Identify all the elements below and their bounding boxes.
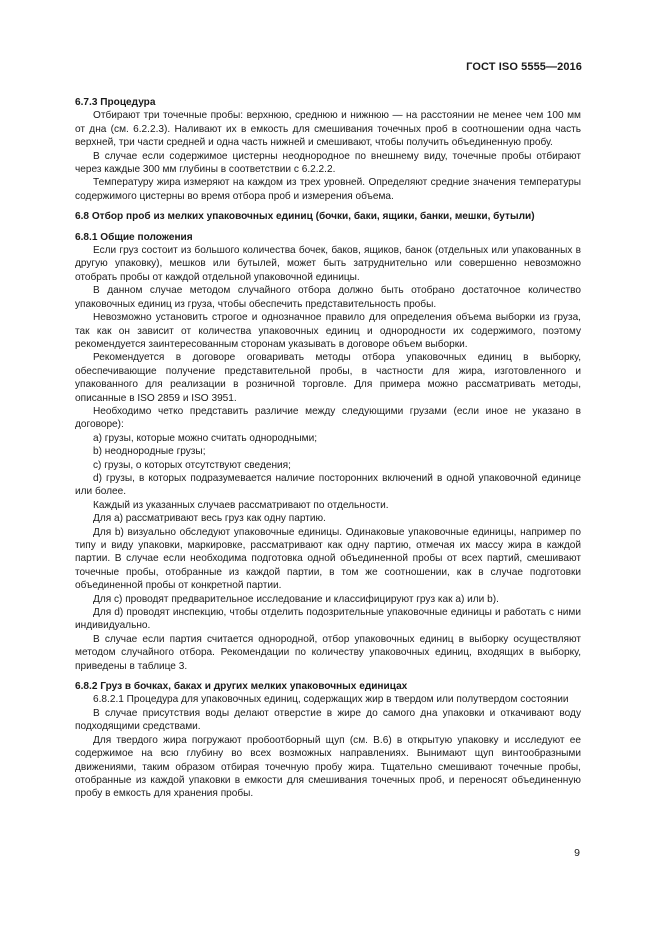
section-heading: 6.7.3 Процедура (75, 97, 156, 108)
paragraph: Температуру жира измеряют на каждом из трех уровней. Определяют средние значения температуры содержимого цистерны во время отбора проб и измерения объема. (75, 177, 581, 202)
paragraph: В случае если партия считается однородной, отбор упаковочных единиц в выборку осуществляют методом случайного отбора. Рекомендации по количеству упаковочных единиц, входящих в выборку, приведены в таблице 3. (75, 633, 581, 672)
paragraph: В данном случае методом случайного отбора должно быть отобрано достаточное количество упаковочных единиц из груза, чтобы обеспечить представительность пробы. (75, 285, 581, 310)
paragraph: Невозможно установить строгое и однозначное правило для определения объема выборки из груза, так как он зависит от количества упаковочных единиц и однородности их содержимого, поэтому рекомендуется заинтересованным сторонам указывать в договоре объем выборки. (75, 312, 581, 350)
paragraph: b) неоднородные грузы; (93, 446, 206, 458)
paragraph: c) грузы, о которых отсутствуют сведения; (93, 459, 291, 471)
paragraph: d) грузы, в которых подразумевается наличие посторонних включений в одной упаковочной единице или более. (75, 472, 581, 498)
page-number: 9 (574, 847, 580, 859)
paragraph: Для b) визуально обследуют упаковочные единицы. Одинаковые упаковочные единицы, например по типу и виду упаковки, маркировке, рассматривают как одну партию, отмечая их массу жира в каждой партии. В случае если необходима подготовка одной объединенной пробы от всех партий, смешивают точечные пробы, отобранные из каждой партии, в том же соотношении, как в случае подготовки объединенной пробы от конкретной партии. (75, 526, 581, 592)
paragraph: a) грузы, которые можно считать однородными; (93, 432, 318, 444)
paragraph: Необходимо четко представить различие между следующими грузами (если иное не указано в договоре): (75, 405, 581, 431)
paragraph: Если груз состоит из большого количества бочек, баков, ящиков, банок (отдельных или упакованных в другую упаковку), мешков или бутылей, может быть затруднительно или совершенно невозможно отобрать пробы от каждой отдельной упаковочной единицы. (75, 245, 581, 283)
paragraph: Каждый из указанных случаев рассматривают по отдельности. (93, 499, 389, 511)
paragraph: 6.8.2.1 Процедура для упаковочных единиц, содержащих жир в твердом или полутвердом состоянии (93, 694, 569, 706)
section-heading: 6.8.2 Груз в бочках, баках и других мелких упаковочных единицах (75, 681, 408, 693)
standard-designation: ГОСТ ISO 5555—2016 (466, 61, 582, 73)
paragraph: Рекомендуется в договоре оговаривать методы отбора упаковочных единиц в выборку, обеспечивающие получение представительной пробы, в частности для жира, изготовленного и упакованного для реализации в розничной торговле. Для примера можно рассматривать методы, описанные в ISO 2859 и ISO 3951. (75, 352, 581, 404)
paragraph: Отбирают три точечные пробы: верхнюю, среднюю и нижнюю — на расстоянии не менее чем 100 мм от дна (см. 6.2.2.3). Наливают их в емкость для смешивания точечных проб в соотношении одна часть верхней, три части средней и одна часть нижней и смешивают, чтобы получить объединенную пробу. (75, 110, 581, 149)
paragraph: Для с) проводят предварительное исследование и классифицируют груз как a) или b). (93, 593, 499, 605)
paragraph: Для твердого жира погружают пробоотборный щуп (см. В.6) в открытую упаковку и исследуют ее содержимое на всю глубину во всех возможных направлениях. Вынимают щуп винтообразными движениями, таким образом отбирая точечную пробу жира. Тщательно смешивают точечные пробы, отобранные из каждой упаковки в емкости для смешивания точечных проб, и переносят объединенную пробу в емкость для хранения пробы. (75, 734, 581, 800)
paragraph: В случае присутствия воды делают отверстие в жире до самого дна упаковки и откачивают воду подходящими средствами. (75, 707, 581, 733)
paragraph: Для а) рассматривают весь груз как одну партию. (93, 513, 326, 525)
paragraph: В случае если содержимое цистерны неоднородное по внешнему виду, точечные пробы отбирают через каждые 300 мм глубины в соответствии с 6.2.2.2. (75, 150, 581, 176)
page-body (75, 96, 581, 801)
paragraph: Для d) проводят инспекцию, чтобы отделить подозрительные упаковочные единицы и работать с ними индивидуально. (75, 607, 581, 632)
section-heading: 6.8 Отбор проб из мелких упаковочных единиц (бочки, баки, ящики, банки, мешки, бутыли) (75, 211, 535, 223)
section-heading: 6.8.1 Общие положения (75, 231, 193, 243)
